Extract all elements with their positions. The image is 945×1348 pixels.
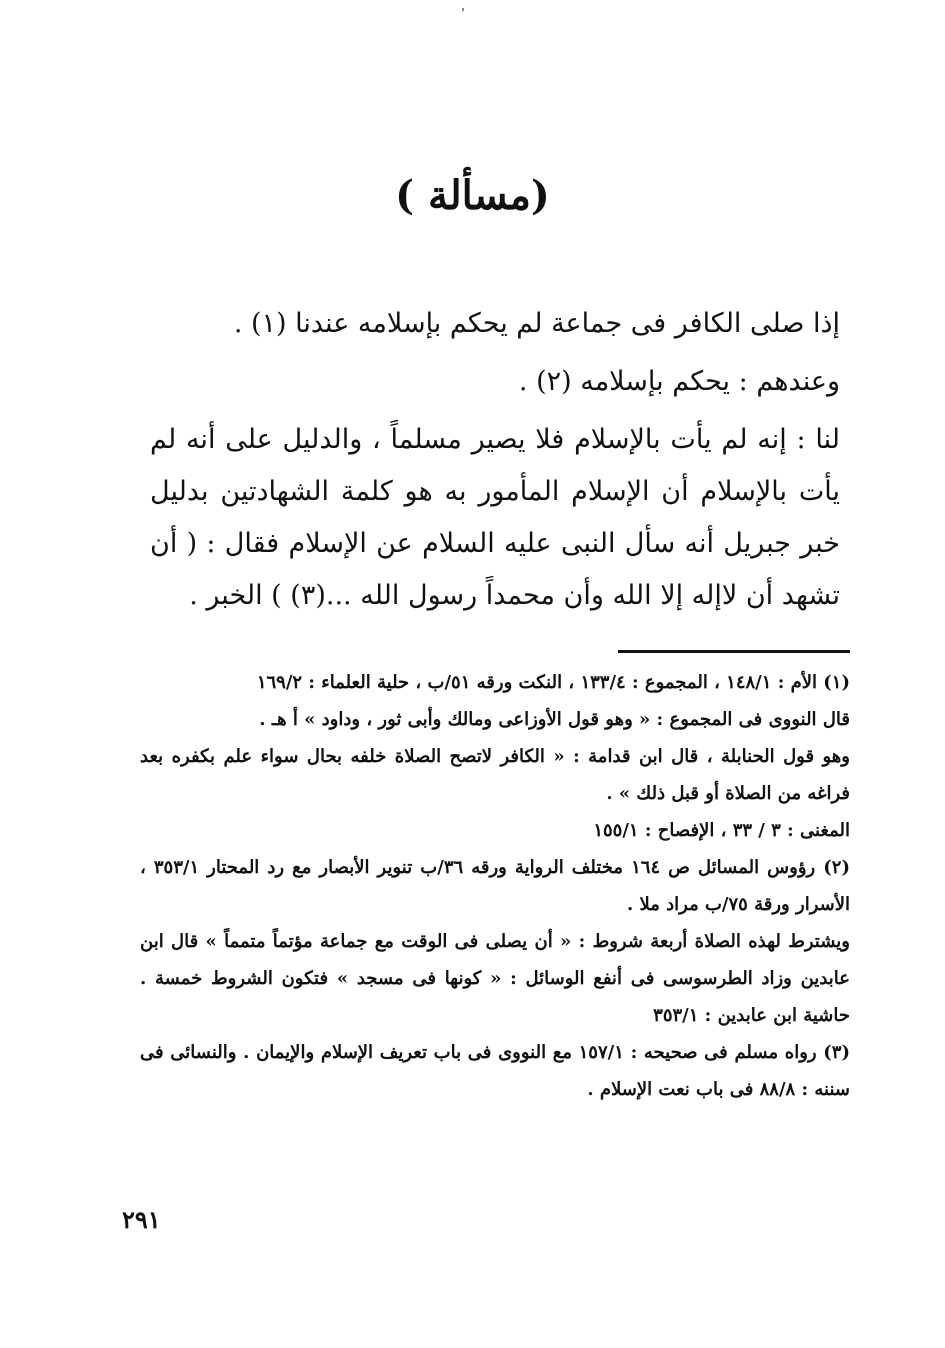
paragraph-1: إذا صلى الكافر فى جماعة لم يحكم بإسلامه عندنا (١) . bbox=[233, 308, 840, 339]
footnote-1: (١) الأم : ١٤٨/١ ، المجموع : ١٣٣/٤ ، النكت ورقه ٥١/ب ، حلية العلماء : ١٦٩/٢ bbox=[256, 672, 850, 693]
footnote-2-continuation: ويشترط لهذه الصلاة أربعة شروط : « أن يصلى فى الوقت مع جماعة مؤتماً متمماً » قال ابن عابدين وزاد الطرسوسى فى أنفع الوسائل : « كونها فى مسجد » فتكون الشروط خمسة . حاشية ابن عابدين : ٣٥٣/١ bbox=[140, 931, 850, 1026]
footnotes bbox=[140, 664, 850, 1108]
paragraph-3: لنا : إنه لم يأت بالإسلام فلا يصير مسلماً ، والدليل على أنه لم يأت بالإسلام أن الإسلام المأمور به هو كلمة الشهادتين بدليل خبر جبريل أنه سأل النبى عليه السلام عن الإسلام فقال : ( أن تشهد أن لاإله إلا الله وأن محمداً رسول الله ...(٣) ) الخبر . bbox=[150, 424, 840, 611]
footnote-3: (٣) رواه مسلم فى صحيحه : ١٥٧/١ مع النووى فى باب تعريف الإسلام والإيمان . والنسائى فى سننه : ٨٨/٨ فى باب نعت الإسلام . bbox=[140, 1042, 850, 1100]
scan-speck bbox=[462, 8, 464, 11]
footnote-1-continuation-c: المغنى : ٣ / ٣٣ ، الإفصاح : ١٥٥/١ bbox=[593, 820, 850, 841]
paragraph-2: وعندهم : يحكم بإسلامه (٢) . bbox=[518, 366, 840, 397]
main-text bbox=[150, 298, 840, 622]
page-number: ٢٩١ bbox=[122, 1205, 161, 1234]
footnote-2: (٢) رؤوس المسائل ص ١٦٤ مختلف الرواية ورقه ٣٦/ب تنوير الأبصار مع رد المحتار ٣٥٣/١ ، الأسرار ورقة ٧٥/ب مراد ملا . bbox=[140, 857, 850, 915]
footnote-1-continuation-a: قال النووى فى المجموع : « وهو قول الأوزاعى ومالك وأبى ثور ، وداود » أ هـ . bbox=[259, 709, 850, 730]
footnote-1-continuation-b: وهو قول الحنابلة ، قال ابن قدامة : « الكافر لاتصح الصلاة خلفه بحال سواء علم بكفره بعد فراغه من الصلاة أو قبل ذلك » . bbox=[140, 746, 850, 804]
page-title: (مسألة ) bbox=[395, 172, 550, 219]
footnote-separator bbox=[618, 650, 850, 653]
